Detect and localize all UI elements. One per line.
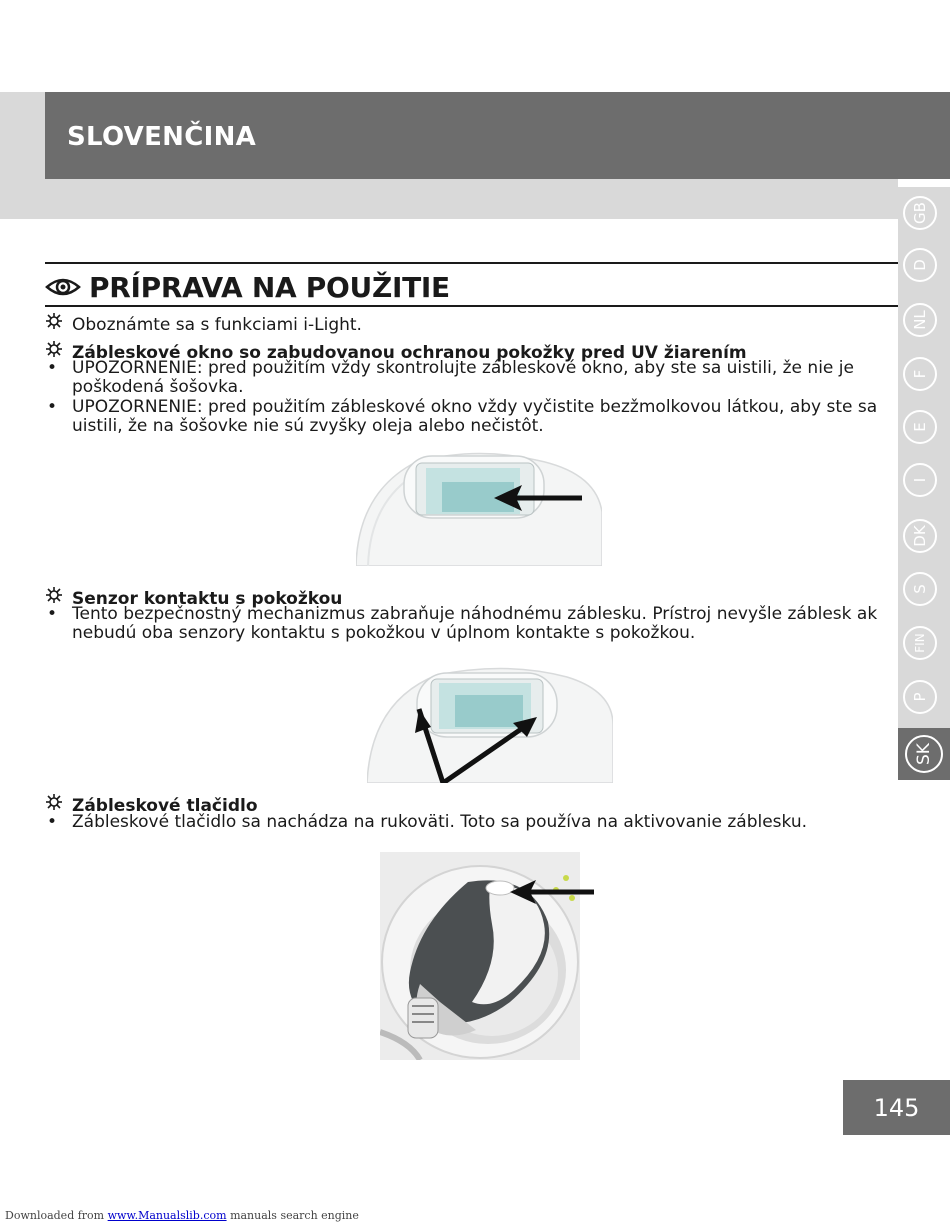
section-heading	[45, 267, 450, 307]
bullet-dot: •	[47, 604, 58, 624]
sensor-line-2: nebudú oba senzory kontaktu s pokožkou v úplnom kontakte s pokožkou.	[72, 623, 696, 643]
bullet-dot: •	[47, 397, 58, 417]
language-tab-label: D	[903, 248, 937, 282]
sun-burst-icon	[45, 312, 72, 335]
intro-text: Oboznámte sa s funkciami i-Light.	[72, 315, 362, 335]
warning-1-line-1: UPOZORNENIE: pred použitím vždy skontrolujte zábleskové okno, aby ste sa uistili, že nie je	[72, 358, 854, 378]
language-tab-label: I	[903, 463, 937, 497]
footer-suffix: manuals search engine	[230, 1209, 359, 1222]
language-tab-gb[interactable]	[900, 193, 940, 233]
sensor-description	[45, 605, 877, 624]
flash-button-image	[380, 852, 596, 1060]
warning-1	[45, 359, 854, 378]
language-tab-sk[interactable]	[898, 728, 950, 780]
language-tab-label: S	[903, 572, 937, 606]
window-heading-text: Zábleskové okno so zabudovanou ochranou pokožky pred UV žiarením	[72, 343, 747, 363]
warning-2-line-2: uistili, že na šošovke nie sú zvyšky oleja alebo nečistôt.	[72, 416, 544, 436]
button-description	[45, 813, 807, 832]
warning-2	[45, 398, 877, 417]
language-tab-label: SK	[905, 735, 943, 773]
footer-prefix: Downloaded from	[5, 1209, 105, 1222]
language-tab-label: E	[903, 410, 937, 444]
language-tab-label: GB	[903, 196, 937, 230]
language-tab-label: NL	[903, 303, 937, 337]
button-line-1: Zábleskové tlačidlo sa nachádza na rukoväti. Toto sa používa na aktivovanie záblesku.	[72, 812, 808, 832]
language-tab-nl[interactable]	[900, 300, 940, 340]
flash-window-image	[356, 452, 602, 566]
language-tab-label: DK	[903, 519, 937, 553]
bullet-dot: •	[47, 812, 58, 832]
language-tab-label: F	[903, 357, 937, 391]
language-tab-s[interactable]	[900, 569, 940, 609]
language-tab-label: FIN	[903, 626, 937, 660]
warning-2-line-1: UPOZORNENIE: pred použitím zábleskové okno vždy vyčistite bezžmolkovou látkou, aby ste sa	[72, 397, 878, 417]
page-language-title: SLOVENČINA	[67, 122, 257, 152]
footer-link[interactable]: www.Manualslib.com	[107, 1209, 227, 1222]
sensor-heading-text: Senzor kontaktu s pokožkou	[72, 589, 343, 609]
button-heading-text: Zábleskové tlačidlo	[72, 796, 258, 816]
language-tab-dk[interactable]	[900, 516, 940, 556]
warning-1-line-2: poškodená šošovka.	[72, 377, 244, 397]
language-tab-d[interactable]	[900, 245, 940, 285]
language-tab-label: P	[903, 680, 937, 714]
bullet-dot: •	[47, 358, 58, 378]
language-tab-e[interactable]	[900, 407, 940, 447]
eye-icon	[45, 275, 81, 299]
section-title: PRÍPRAVA NA POUŽITIE	[89, 270, 450, 304]
language-tab-i[interactable]	[900, 460, 940, 500]
footer	[5, 1209, 359, 1222]
language-tab-p[interactable]	[900, 677, 940, 717]
section-top-rule	[45, 262, 898, 264]
intro-item	[45, 312, 362, 335]
section-bottom-rule	[45, 305, 898, 307]
sensor-line-1: Tento bezpečnostný mechanizmus zabraňuje náhodnému záblesku. Prístroj nevyšle záblesk ak	[72, 604, 878, 624]
page-number: 145	[843, 1080, 950, 1135]
skin-sensor-image	[367, 665, 613, 783]
language-tab-f[interactable]	[900, 354, 940, 394]
language-tab-fin[interactable]	[900, 623, 940, 663]
